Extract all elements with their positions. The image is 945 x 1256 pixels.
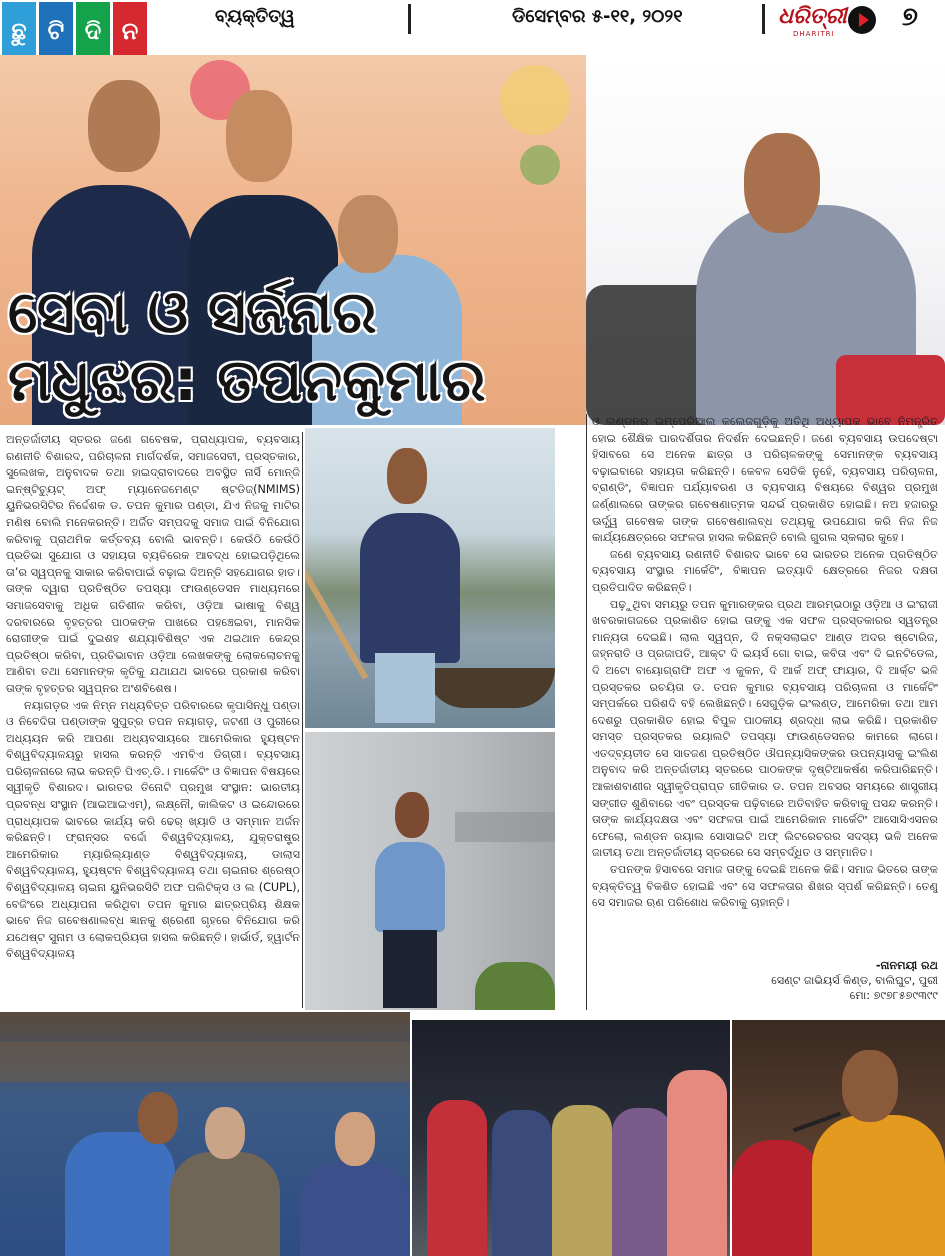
brand-logo: ଧରିତ୍ରୀ [778,4,847,29]
person-silhouette [667,1070,727,1256]
boat [425,668,555,708]
author-phone: ମୋ: ୭୯୭୮୫୭୯୩୯୯ [849,989,938,1002]
group-photo [412,1020,730,1256]
logo-tile: ଦି [76,2,110,60]
logo-tile: ଟି [39,2,73,60]
page-header [0,0,945,62]
audience-row [0,1042,410,1082]
article-column-left [6,432,300,1010]
column-rule [586,414,587,1010]
person-face [387,448,427,504]
person-face [338,195,398,273]
portrait-photo [586,55,945,425]
article-paragraph: ଅନ୍ତର୍ଜାତୀୟ ସ୍ତରର ଜଣେ ଗବେଷକ, ପ୍ରାଧ୍ୟାପକ, ବ୍ୟବସାୟ ରଣନୀତି ବିଶାରଦ, ପରିଚାଳନା ମାର୍ଗଦର୍ଶକ, ସମାଜସେବୀ, ପ୍ରସ୍ତକାର, ସୁଲେଖକ, ଅନୁବାଦକ ତଥା ହାଇଦ୍ରାବାଦରେ ଅବସ୍ଥିତ ନାର୍ସି ମୋନ୍‌ଜି ଇନ୍‌ଷ୍ଟିଚ୍ୟୁଟ୍ ଅଫ୍ ମ୍ୟାନେଜମେଣ୍ଟ ଷ୍ଟଡିଜ୍(NMIMS) ୟୁନିଭରସିଟିର ନିର୍ଦ୍ଦେଶକ ଡ. ତପନ କୁମାର ପଣ୍ଡା, ଯିଏ ନିଜକୁ ମାଟିର ମଣିଷ ବୋଲି ମନେକରନ୍ତି। ଅର୍ଜିତ ସମ୍ପଦକୁ ସମାଜ ପାଇଁ ବିନିଯୋଗ କରିବାକୁ ପ୍ରାଥମିକ କର୍ତ୍ତବ୍ୟ ବୋଲି ଭାବନ୍ତି। କେଉଁଠି କେଉଁଠି ପ୍ରତିଭା ସୁଯୋଗ ଓ ସହାୟତା ବ୍ୟତିରେକ ଆବଦ୍ଧ ହୋଇପଡ଼ିଥିଲେ ତା’ର ସ୍ୱପ୍ନକୁ ସାକାର କରିବାପାଇଁ ବଢ଼ାଇ ଦିଅନ୍ତି ସହଯୋଗର ହାତ। ତାଙ୍କ ଦ୍ୱାରା ପ୍ରତିଷ୍ଠିତ ତପସ୍ୟା ଫାଉଣ୍ଡେସନ ମାଧ୍ୟମରେ ସମାଜସେବାକୁ ଅଧିକ ଗତିଶୀଳ କରିବା, ଓଡ଼ିଆ ଭାଷାକୁ ବିଶ୍ୱ ଦରବାରରେ ବୃହତ୍ତର ପାଠକଙ୍କ ପାଖରେ ପହଞ୍ଚେଇବା, ମାନସିକ ରୋଗୀଙ୍କ ପାଇଁ ଦୁଇଶହ ଶଯ୍ୟାବିଶିଷ୍ଟ ଏକ ଥଇଥାନ କେନ୍ଦ୍ର ପ୍ରତିଷ୍ଠା କରିବା, ପ୍ରତିଭାବାନ ଓଡ଼ିଆ ଲେଖକଙ୍କୁ ଲୋକଲୋଚନକୁ ଆଣିବା ତଥା ସେମାନଙ୍କ କୃତିକୁ ଯଥାଯଥ ଭାବରେ ପ୍ରକାଶ କରିବା ତାଙ୍କ ବୃହତ୍ତର ସ୍ୱପ୍ନର ଅଂଶବିଶେଷ। [6,433,300,695]
article-paragraph: ଜଣେ ବ୍ୟବସାୟ ରଣନୀତି ବିଶାରଦ ଭାବେ ସେ ଭାରତର ଅନେକ ପ୍ରତିଷ୍ଠିତ ବ୍ୟବସାୟ ସଂସ୍ଥାର ମାର୍କେଟିଂ, ବିଜ୍ଞାପନ ଇତ୍ୟାଦି କ୍ଷେତ୍ରରେ ନିଜର ଦକ୍ଷତା ପ୍ରତିପାଦିତ କରିଛନ୍ତି। [592,547,938,594]
auditorium-photo [0,1012,410,1256]
article-column-right [592,414,938,940]
boat-photo [305,428,555,728]
section-logo [2,2,147,60]
person-silhouette [300,1162,410,1256]
article-paragraph: ତପନଙ୍କ ହିସାବରେ ସମାଜ ତାଙ୍କୁ ଦେଇଛି ଅନେକ କିଛି। ସମାଜ ଭିତରେ ତାଙ୍କ ବ୍ୟକ୍ତିତ୍ୱ ବିକଶିତ ହୋଇଛି ଏବଂ ସେ ସଫଳତାର ଶିଖର ସ୍ପର୍ଶ କରିଛନ୍ତି। ତେଣୁ ସେ ସମାଜର ଋଣ ପରିଶୋଧ କରିବାକୁ ଚାହାନ୍ତି। [592,863,938,910]
person-face [335,1112,375,1166]
author-address: ସେଣ୍ଟ ଜାଭିୟର୍ସ କିଣ୍ଡ, ବାଲିଘୁଟ, ପୁରୀ [771,974,938,987]
person-silhouette [65,1132,175,1256]
author-name: -ନାନମୟୀ ରଥ [875,959,938,972]
issue-date: ଡିସେମ୍ବର ୫-୧୧, ୨୦୨୧ [512,6,683,27]
logo-tile: ଛୁ [2,2,36,60]
headline-line-2: ମଧୁଝର: ତପନକୁମାର [8,346,486,414]
university-photo [305,732,555,1010]
person-face [395,792,429,838]
flower-decoration [500,65,570,135]
person-silhouette [170,1152,280,1256]
headline-line-1: ସେବା ଓ ସର୍ଜନାର [8,278,377,346]
column-rule [302,432,303,1008]
header-divider [762,4,765,34]
person-silhouette [375,842,445,932]
person-silhouette [360,513,460,663]
play-icon [848,6,876,34]
person-face [842,1050,898,1122]
flower-arrangement [732,1140,822,1256]
paddle [305,547,368,680]
grass [475,962,555,1010]
person-silhouette [552,1105,612,1256]
article-paragraph: ଓ ଲଣ୍ଡନର ଇମ୍ପେରିଆଲ କଲେଜଗୁଡ଼ିକୁ ଅତିଥି ଅଧ୍ୟାପକ ଭାବେ ନିମନ୍ତ୍ରିତ ହୋଇ ଶୈକ୍ଷିକ ପାରଦର୍ଶିତାର ନିଦର୍ଶନ ଦେଇଛନ୍ତି। ଜଣେ ବ୍ୟବସାୟ ଉପଦେଷ୍ଟା ହିସାବରେ ସେ ଅନେକ ଛାତ୍ର ଓ ପରିଚାଳକଙ୍କୁ ସେମାନଙ୍କ ବ୍ୟବସାୟ ବଢ଼ାଇବାରେ ସହାୟତା କରିଛନ୍ତି। କେବଳ ସେତିକି ନୁହେଁ, ବ୍ୟବସାୟ ପରିଚାଳନା, ବ୍ରାଣ୍ଡିଂ, ବିଜ୍ଞାପନ ପର୍ଯ୍ୟାବରଣ ଓ ବ୍ୟବସାୟ ବିଷୟରେ ବିଶ୍ୱର ପ୍ରମୁଖ ଜର୍ଣ୍ଣାଲରେ ତାଙ୍କର ଗବେଷଣାତ୍ମକ ସନ୍ଦର୍ଭ ପ୍ରକାଶିତ ହୋଇଛି। ନଅ ହଜାରରୁ ଊର୍ଦ୍ଧ୍ୱ ଗବେଷକ ତାଙ୍କ ଗବେଷଣାଲବ୍ଧ ତଥ୍ୟକୁ ଉପଯୋଗ କରି ନିଜ ନିଜ କାର୍ଯ୍ୟକ୍ଷେତ୍ରରେ ସଫଳତା ହାସଲ କରିଛନ୍ତି ବୋଲି ଗୁଗଲ ସ୍କଲାର କୁହେ। [592,415,938,545]
person-face [88,80,160,172]
page-number: ୭ [902,2,918,32]
person-legs [383,930,437,1008]
header-divider [408,4,411,34]
person-silhouette [492,1110,552,1256]
person-legs [375,653,435,723]
person-face [205,1107,245,1159]
person-face [138,1092,178,1144]
wall-lettering [455,812,555,842]
section-title: ବ୍ୟକ୍ତିତ୍ୱ [215,6,295,27]
logo-tile: ନ [113,2,147,60]
person-silhouette [612,1108,672,1256]
article-paragraph: ନୟାଗଡ଼ର ଏକ ନିମ୍ନ ମଧ୍ୟବିତ୍ତ ପରିବାରରେ କୃପାସିନ୍ଧୁ ପଣ୍ଡା ଓ ନିବେଦିତା ପଣ୍ଡାଙ୍କ ସୁପୁତ୍ର ତପନ ନୟାଗଡ଼, ଜଟଣୀ ଓ ପୁରୀରେ ଅଧ୍ୟୟନ କରି ଆପଣା ଅଧ୍ୟବସାୟରେ ଆମେରିକାର ହ୍ୟୁଷ୍ଟନ ବିଶ୍ୱବିଦ୍ୟାଳୟରୁ ହାସଲ କରନ୍ତି ଏମବିଏ ଡିଗ୍ରୀ। ବ୍ୟବସାୟ ପରିଚାଳନାରେ ଲାଭ କରନ୍ତି ପିଏଚ୍.ଡି.। ମାର୍କେଟିଂ ଓ ବିଜ୍ଞାପନ ବିଷୟରେ ସ୍ୱୀକୃତି ବିଶାରଦ। ଭାରତର ତିନୋଟି ପ୍ରମୁଖ ସଂସ୍ଥାନ: ଭାରତୀୟ ପ୍ରବନ୍ଧ ସଂସ୍ଥାନ (ଆଇଆଇଏମ୍), ଲକ୍ଷ୍ନୌ, କାଲିକଟ ଓ ଇନ୍ଦୋରରେ ପ୍ରାଧ୍ୟାପକ ଭାବରେ କାର୍ଯ୍ୟ କରି ଢେର୍ ଖ୍ୟାତି ଓ ସମ୍ମାନ ଅର୍ଜନ କରିଛନ୍ତି। ଫ୍ରାନ୍ସର ବର୍ଦ୍ଦୋ ବିଶ୍ୱବିଦ୍ୟାଳୟ, ଯୁକ୍ତରାଷ୍ଟ୍ର ଆମେରିକାର ମ୍ୟାରିଲ୍ୟାଣ୍ଡ ବିଶ୍ୱବିଦ୍ୟାଳୟ, ଡାଲାସ ବିଶ୍ୱବିଦ୍ୟାଳୟ, ହ୍ୟୁଷ୍ଟନ ବିଶ୍ୱବିଦ୍ୟାଳୟ ତଥା ଚାଇନାର ଶ୍ରେଷ୍ଠ ବିଶ୍ୱବିଦ୍ୟାଳୟ ଚାଇନା ୟୁନିଭରସିଟି ଅଫ ପଲିଟିକ୍ସ ଓ ଲ (CUPL), ବେଜିଂରେ ଅଧ୍ୟାପନା କରିଥିବା ତପନ କୁମାର ଛାତ୍ରପ୍ରିୟ ଶିକ୍ଷକ ଭାବେ ନିଜ ଗବେଷଣାଲବ୍ଧ ଜ୍ଞାନକୁ ଶ୍ରେଣୀ ଗୃହରେ ବିନିଯୋଗ କରି ଯଥେଷ୍ଟ ସୁନାମ ଓ ଲୋକପ୍ରିୟତା ହାସଲ କରିଛନ୍ତି। ହାର୍ଭାର୍ଡ, ହ୍ୱାର୍ଟନ ବିଶ୍ୱବିଦ୍ୟାଳୟ [6,698,300,961]
speaker-photo [732,1020,945,1256]
person-silhouette [812,1115,945,1256]
flower-decoration [520,145,560,185]
person-silhouette [427,1100,487,1256]
article-paragraph: ପଢ଼ୁଥିବା ସମୟରୁ ତପନ କୁମାରଙ୍କର ପ୍ରଥ ଆରମ୍ଭଠାରୁ ଓଡ଼ିଆ ଓ ଇଂରାଜୀ ଖବରକାଗଜରେ ପ୍ରକାଶିତ ହୋଇ ତାଙ୍କୁ ଏକ ସଫଳ ପ୍ରସ୍ତକାରର ସ୍ୱତନ୍ତ୍ର ମାନ୍ୟତା ଦେଇଛି। ଲାଲ ସ୍ୱପ୍ନ, ଦି ନକ୍ସଲାଇଟ ଆଣ୍ଡ ଅଦର ଷ୍ଟୋରିଜ, ଜହ୍ନରାତି ଓ ପ୍ରଜାପତି, ଆକ୍ଟ ଦି ଇୟର୍ସ ଗୋ ବାଇ, କବିତା ଏବଂ ଦି ଇନଟିଡେଲ, ଦି ଅଟୋ ବାୟୋଗ୍ରାଫି ଅଫ ଏ କୁକନ, ଦି ଆର୍କ ଅଫ୍ ଫାୟାର, ଦି ଆର୍କ୍ଟ ଭଳି ପ୍ରସ୍ତକର ରଚୟିତା ଡ. ତପନ କୁମାର ବ୍ୟବସାୟ ପରିଚାଳନା ଓ ମାର୍କେଟିଂ ସମ୍ପର୍କରେ ପରିଶଦି ବହି ଲେଖିଛନ୍ତି। ସେଗୁଡ଼ିକ ଇଂଲଣ୍ଡ, ଆମେରିକା ତଥା ଆମ ଦେଶରୁ ପ୍ରକାଶିତ ହୋଇ ବିପୁଳ ପାଠକୀୟ ଶ୍ରଦ୍ଧା ଲାଭ କରିଛି। ପ୍ରକାଶିତ ସମସ୍ତ ପ୍ରସ୍ତକର ରୟାଲଟି ତପସ୍ୟା ଫାଉଣ୍ଡେସନର କାମରେ ଲାଗେ। ଏତଦ୍‌ବ୍ୟତୀତ ସେ ସାତଜଣ ପ୍ରତିଷ୍ଠିତ ଔପନ୍ୟାସିକଙ୍କର ଉପନ୍ୟାସକୁ ଇଂଲିଶ ଅନୁବାଦ କରି ଅନ୍ତର୍ଜାତୀୟ ସ୍ତରରେ ପାଠକଙ୍କ ଦୃଷ୍ଟିଆକର୍ଷଣ କରିପାରିଛନ୍ତି। ଆକାଶବାଣୀର ସ୍ୱୀକୃତିପ୍ରାପ୍ତ ଗୀତିକାର ଡ. ତପନ ଅବସର ସମୟରେ ଶାସ୍ତ୍ରୀୟ ସଙ୍ଗୀତ ଶୁଣିବାରେ ଏବଂ ପ୍ରସ୍ତକ ପଢ଼ିବାରେ ଅତିବାହିତ କରିବାକୁ ପସନ୍ଦ କରନ୍ତି। ତାଙ୍କ କାର୍ଯ୍ୟଦକ୍ଷତା ଏବଂ ସଫଳତା ପାଇଁ ଆମେରିକାନ ମାର୍କେଟିଂ ଆସୋସିଏସନର ଫେଲୋ, ଲଣ୍ଡନ ରୟାଲ ସୋସାଇଟି ଅଫ୍ ଲିଟରେଚରର ସଦସ୍ୟ ଭଳି ଅନେକ ଜାତୀୟ ତଥା ଅନ୍ତର୍ଜାତୀୟ ସ୍ତରରେ ସେ ସମ୍ବର୍ଦ୍ଧିତ ଓ ସମ୍ମାନିତ। [592,597,938,860]
person-face [744,133,820,233]
brand-subtitle: DHARITRI [793,30,835,38]
person-face [226,90,292,182]
